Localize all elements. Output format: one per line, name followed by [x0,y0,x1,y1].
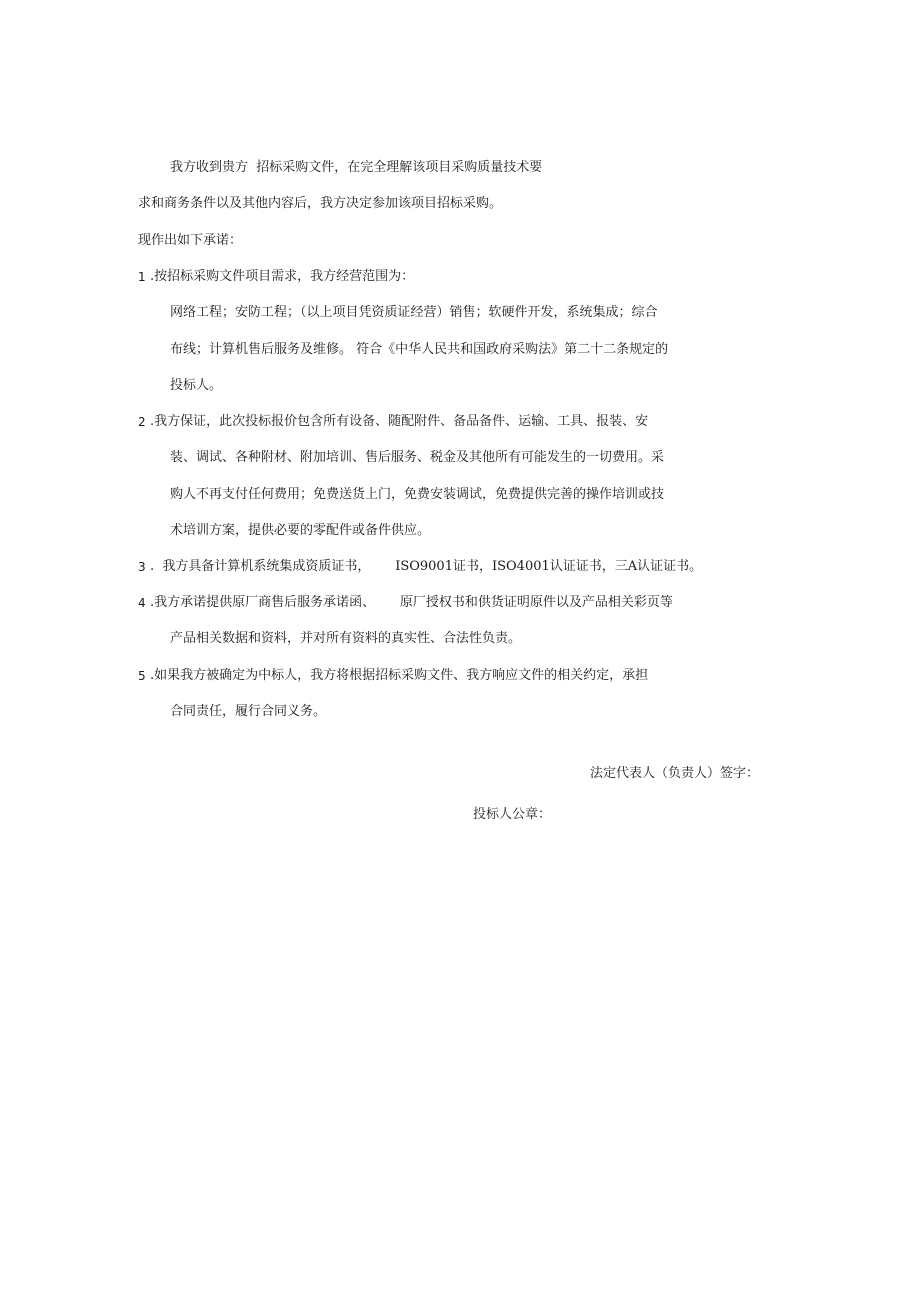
commitment-heading: 现作出如下承诺： [138,233,243,248]
item-number: 1 [138,270,146,284]
intro-line-2: 求和商务条件以及其他内容后，我方决定参加该项目招标采购。 [138,196,503,211]
seal-label: 投标人公章： [473,807,552,822]
intro-line-1: 我方收到贵方 招标采购文件，在完全理解该项目采购质量技术要 [170,160,543,175]
item-number: 2 [138,415,146,429]
item-text: 装、调试、各种附材、附加培训、售后服务、税金及其他所有可能发生的一切费用。采 [170,450,665,465]
item-text: 合同责任，履行合同义务。 [170,704,327,719]
item-text: 布线；计算机售后服务及维修。 符合《中华人民共和国政府采购法》第二十二条规定的 [170,342,669,357]
item-number: 5 [138,669,146,683]
item-text: .如果我方被确定为中标人，我方将根据招标采购文件、我方响应文件的相关约定，承担 [150,668,649,683]
item-text: 产品相关数据和资料，并对所有资料的真实性、合法性负责。 [170,631,522,646]
item-text: 投标人。 [170,378,223,393]
item-text: . 我方具备计算机系统集成资质证书， ISO9001证书，ISO4001认证证书，三A认证证书。 [150,559,703,574]
item-text: 网络工程；安防工程；（以上项目凭资质证经营）销售；软硬件开发，系统集成；综合 [170,305,658,320]
item-text: 术培训方案，提供必要的零配件或备件供应。 [170,523,431,538]
signature-label: 法定代表人（负责人）签字： [590,766,760,781]
item-text: 购人不再支付任何费用；免费送货上门，免费安装调试，免费提供完善的操作培训或技 [170,487,665,502]
item-text: .按招标采购文件项目需求，我方经营范围为： [150,269,415,284]
item-number: 4 [138,596,146,610]
item-text: .我方承诺提供原厂商售后服务承诺函、 原厂授权书和供货证明原件以及产品相关彩页等 [150,595,673,610]
item-number: 3 [138,560,146,574]
item-text: .我方保证，此次投标报价包含所有设备、随配附件、备品备件、运输、工具、报装、安 [150,414,649,429]
